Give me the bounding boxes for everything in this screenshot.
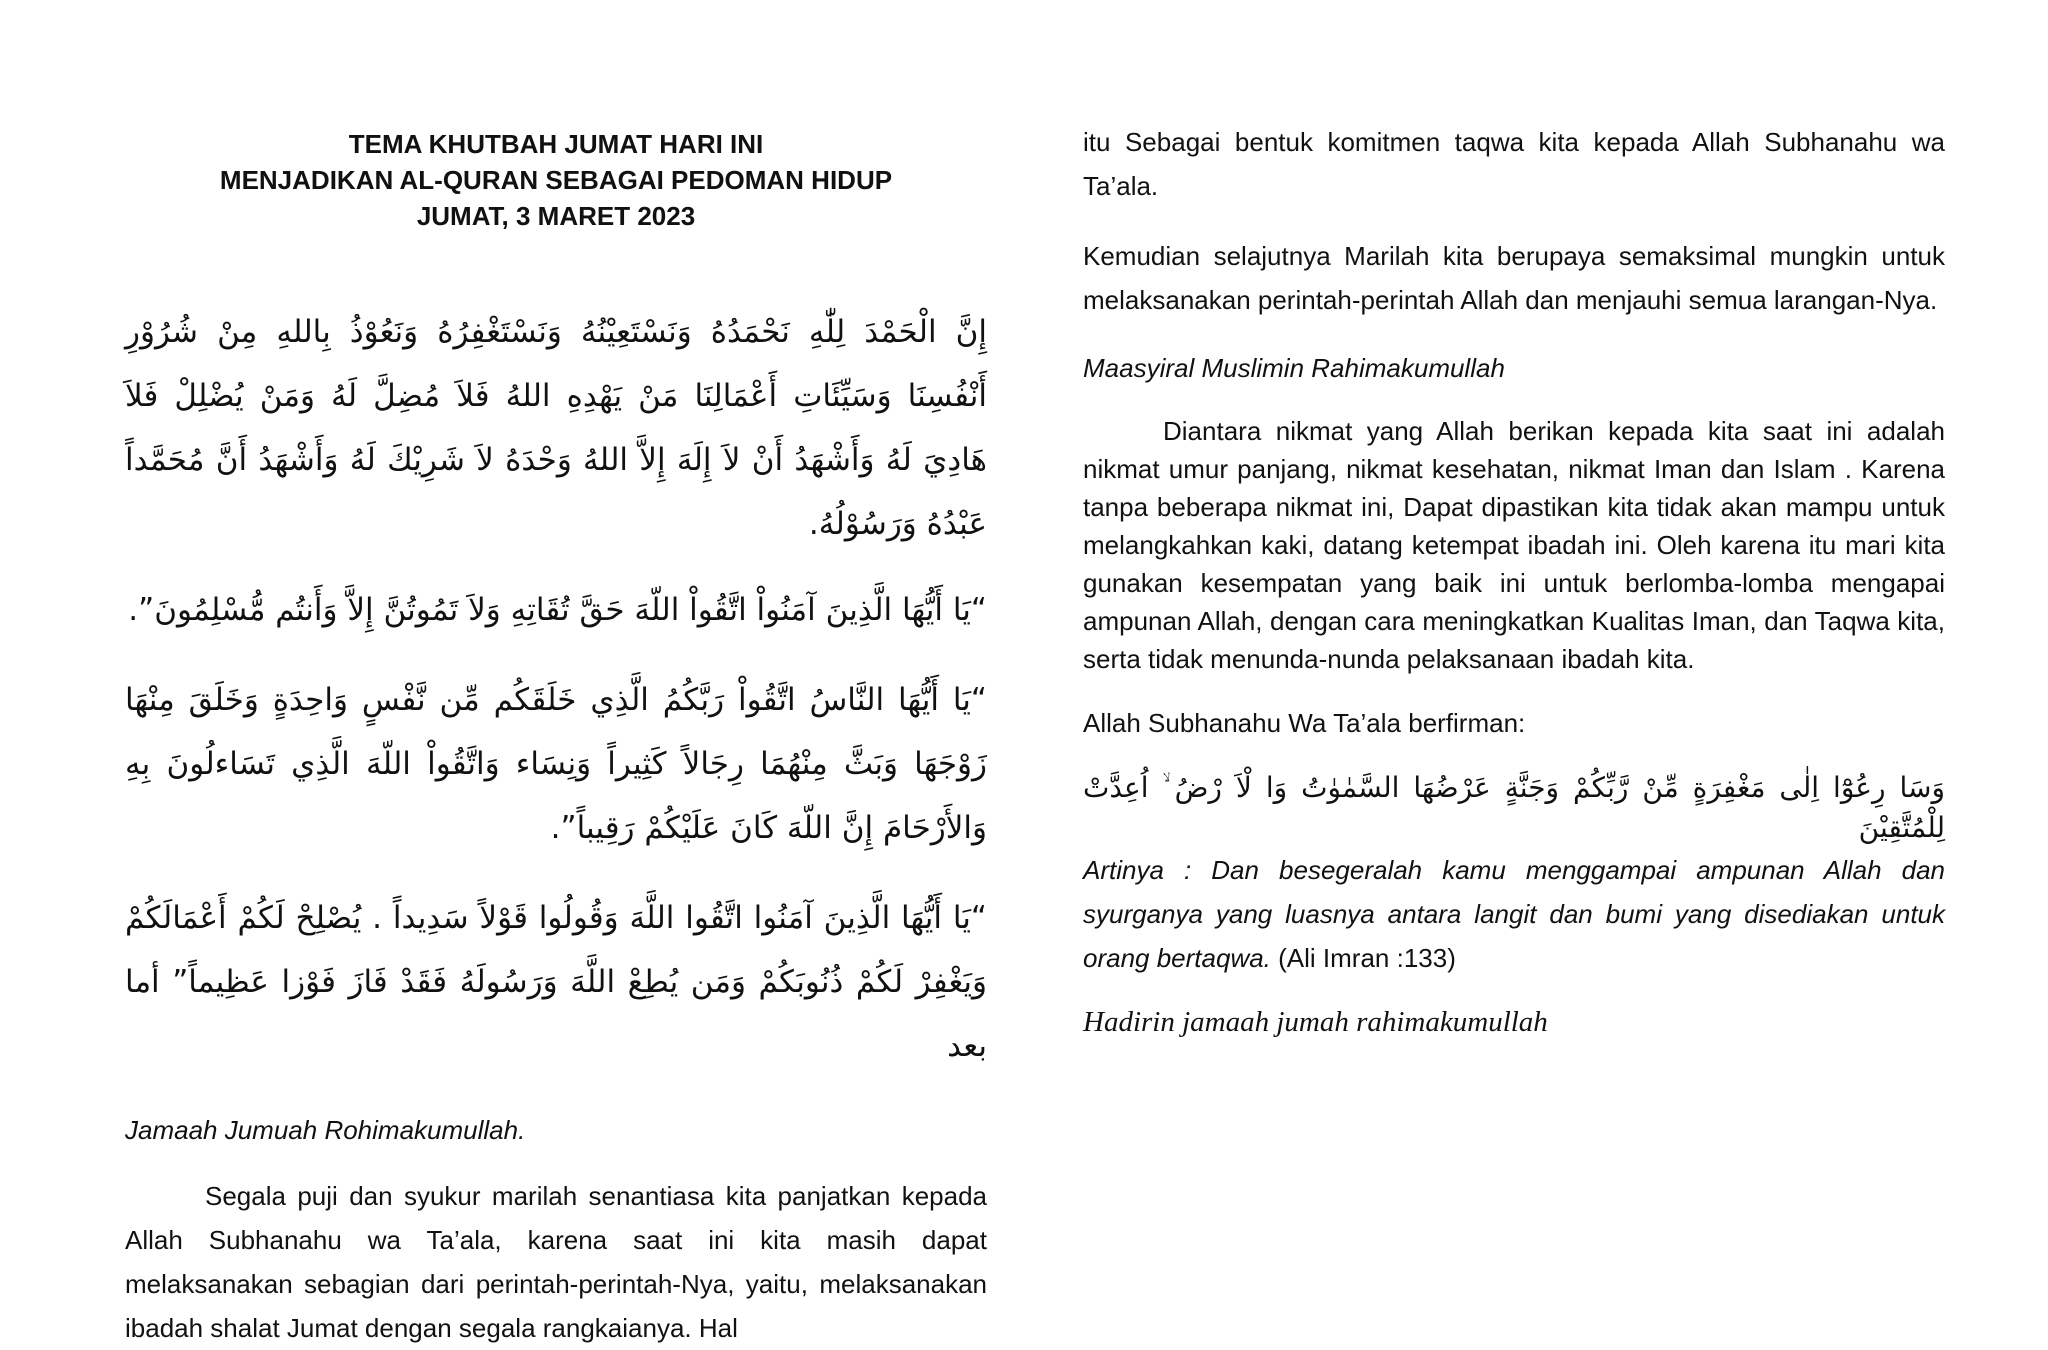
closing-address: Hadirin jamaah jumah rahimakumullah <box>1083 1006 1548 1038</box>
section-heading-right: Maasyiral Muslimin Rahimakumullah <box>1083 353 1505 383</box>
surah-reference: (Ali Imran :133) <box>1270 943 1456 973</box>
right-column <box>1083 120 1945 1071</box>
paragraph-blessings: Diantara nikmat yang Allah berikan kepada kita saat ini adalah nikmat umur panjang, nikmat kesehatan, nikmat Iman dan Islam . Karena tanpa beberapa nikmat ini, Dapat dipastikan kita tidak akan mampu untuk melangkahkan kaki, datang ketempat ibadah ini. Oleh karena itu mari kita gunakan kesempatan yang baik ini untuk berlomba-lomba mengapai ampunan Allah, dengan cara meningkatkan Kualitas Iman, dan Taqwa kita, serta tidak menunda-nunda pelaksanaan ibadah kita. <box>1083 416 1945 674</box>
arabic-verse-2: “يَا أَيُّهَا النَّاسُ اتَّقُواْ رَبَّكُمُ الَّذِي خَلَقَكُم مِّن نَّفْسٍ وَاحِدَةٍ وَخَلَقَ مِنْهَا زَوْجَهَا وَبَثَّ مِنْهُمَا رِجَالاً كَثِيراً وَنِسَاء وَاتَّقُواْ اللّهَ الَّذِي تَسَاءلُونَ بِهِ وَالأَرْحَامَ إِنَّ اللّهَ كَانَ عَلَيْكُمْ رَقِيباً”. <box>125 682 987 846</box>
title-line-1: TEMA KHUTBAH JUMAT HARI INI <box>348 129 764 159</box>
left-column <box>125 120 987 1350</box>
ayah-translation <box>1083 848 1945 980</box>
firman-label: Allah Subhanahu Wa Ta’ala berfirman: <box>1083 708 1526 738</box>
continuation-text: itu Sebagai bentuk komitmen taqwa kita kepada Allah Subhanahu wa Ta’ala. <box>1083 127 1945 201</box>
translation-text: Artinya : Dan besegeralah kamu menggampai ampunan Allah dan syurganya yang luasnya antara langit dan bumi yang disediakan untuk orang bertaqwa. <box>1083 855 1945 973</box>
section-heading-left: Jamaah Jumuah Rohimakumullah. <box>125 1115 526 1145</box>
arabic-verse-3: “يَا أَيُّهَا الَّذِينَ آمَنُوا اتَّقُوا اللَّهَ وَقُولُوا قَوْلاً سَدِيداً . يُصْلِحْ لَكُمْ أَعْمَالَكُمْ وَيَغْفِرْ لَكُمْ ذُنُوبَكُمْ وَمَن يُطِعْ اللَّهَ وَرَسُولَهُ فَقَدْ فَازَ فَوْزا عَظِيماً” أما بعد <box>125 900 987 1064</box>
arabic-opening-praise: إِنَّ الْحَمْدَ لِلّٰهِ نَحْمَدُهُ وَنَسْتَعِيْنُهُ وَنَسْتَغْفِرُهُ وَنَعُوْذُ بِاللهِ مِنْ شُرُوْرِ أَنْفُسِنَا وَسَيِّئَاتِ أَعْمَالِنَا مَنْ يَهْدِهِ اللهُ فَلاَ مُضِلَّ لَهُ وَمَنْ يُضْلِلْ فَلاَ هَادِيَ لَهُ وَأَشْهَدُ أَنْ لاَ إِلَهَ إِلاَّ اللهُ وَحْدَهُ لاَ شَرِيْكَ لَهُ وَأَشْهَدُ أَنَّ مُحَمَّداً عَبْدُهُ وَرَسُوْلُهُ. <box>125 314 987 542</box>
arabic-verse-1: “يَا أَيُّهَا الَّذِينَ آمَنُواْ اتَّقُواْ اللّهَ حَقَّ تُقَاتِهِ وَلاَ تَمُوتُنَّ إِلاَّ وَأَنتُم مُّسْلِمُونَ”. <box>128 592 987 628</box>
title-block <box>125 126 987 234</box>
paragraph-effort: Kemudian selajutnya Marilah kita berupaya semaksimal mungkin untuk melaksanakan perintah-perintah Allah dan menjauhi semua larangan-Nya. <box>1083 241 1945 315</box>
title-line-3: JUMAT, 3 MARET 2023 <box>416 201 696 231</box>
opening-paragraph: Segala puji dan syukur marilah senantiasa kita panjatkan kepada Allah Subhanahu wa Ta’ala, karena saat ini kita masih dapat melaksanakan sebagian dari perintah-perintah-Nya, yaitu, melaksanakan ibadah shalat Jumat dengan segala rangkaianya. Hal <box>125 1181 987 1343</box>
quran-ayah: وَسَا رِعُوْٓا اِلٰى مَغْفِرَةٍ مِّنْ رَّبِّكُمْ وَجَنَّةٍ عَرْضُهَا السَّمٰوٰتُ وَا لْاَ رْضُ ۙ اُعِدَّتْ لِلْمُتَّقِيْنَ <box>1083 771 1945 844</box>
title-line-2: MENJADIKAN AL-QURAN SEBAGAI PEDOMAN HIDUP <box>219 165 893 195</box>
